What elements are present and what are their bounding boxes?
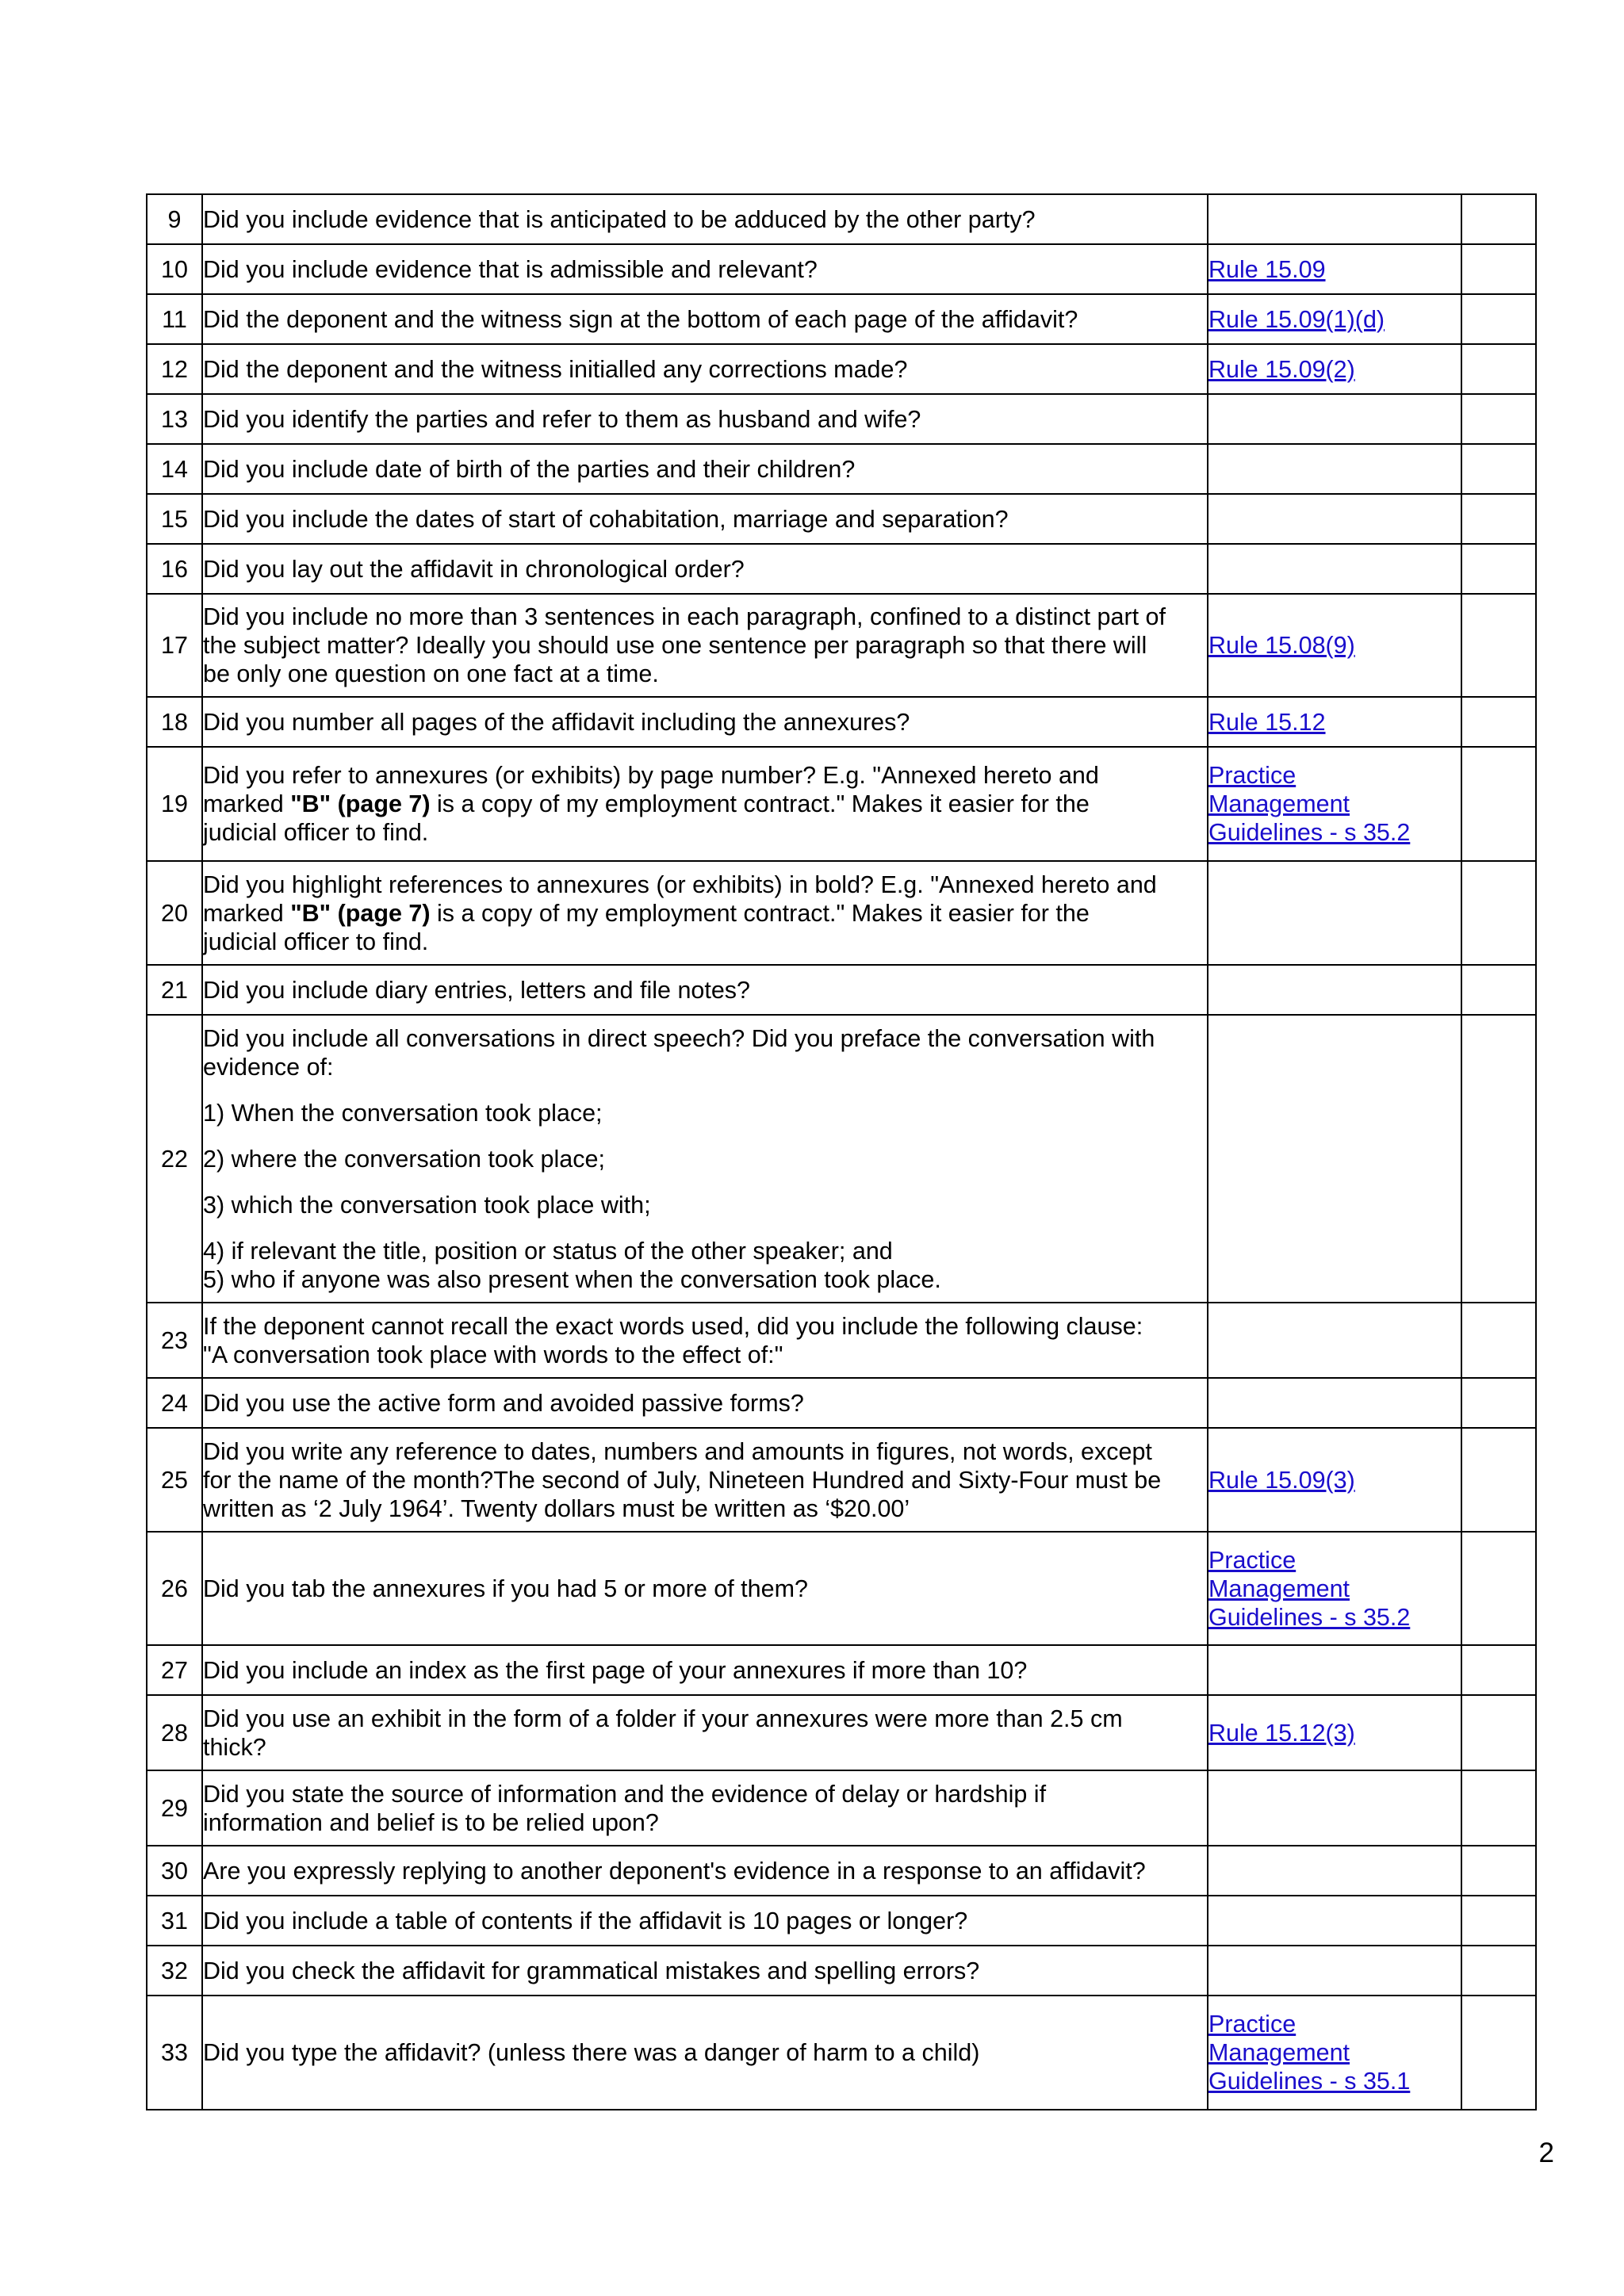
checklist-row (147, 494, 1536, 544)
rule-reference-cell (1208, 1645, 1461, 1695)
item-number: 24 (147, 1378, 202, 1428)
check-box-cell[interactable] (1461, 594, 1536, 697)
rule-link[interactable]: Rule 15.09 (1208, 255, 1326, 283)
question-line: Did you include no more than 3 sentences in each paragraph, confined to a distinct part of (203, 603, 1166, 630)
question-line: 2) where the conversation took place; (203, 1145, 605, 1173)
checklist-row (147, 594, 1536, 697)
item-number: 20 (147, 861, 202, 965)
checklist-row (147, 1896, 1536, 1946)
rule-link[interactable]: Rule 15.09(1)(d) (1208, 305, 1385, 333)
check-box-cell[interactable] (1461, 194, 1536, 244)
question-text (202, 1015, 1208, 1303)
item-number: 31 (147, 1896, 202, 1946)
question-fragment: is a copy of my employment contract." Makes it easier for the (437, 790, 1090, 817)
rule-link[interactable]: Rule 15.09(3) (1208, 1466, 1355, 1494)
question-line: judicial officer to find. (203, 819, 429, 846)
check-box-cell[interactable] (1461, 294, 1536, 344)
item-number: 13 (147, 394, 202, 444)
check-box-cell[interactable] (1461, 1996, 1536, 2110)
rule-link[interactable]: Rule 15.12 (1208, 708, 1326, 736)
question-text: Did you lay out the affidavit in chronological order? (202, 544, 1208, 594)
question-line: Did you use an exhibit in the form of a folder if your annexures were more than 2.5 cm (203, 1705, 1123, 1732)
link-line[interactable]: Guidelines - s 35.1 (1208, 2068, 1411, 2095)
question-line: 4) if relevant the title, position or status of the other speaker; and (203, 1237, 893, 1265)
question-line (203, 790, 1207, 818)
rule-reference-cell (1208, 594, 1461, 697)
check-box-cell[interactable] (1461, 1303, 1536, 1378)
checklist-row (147, 861, 1536, 965)
question-line: for the name of the month?The second of July, Nineteen Hundred and Sixty-Four must be (203, 1466, 1162, 1494)
question-line: 1) When the conversation took place; (203, 1099, 603, 1127)
rule-reference-cell (1208, 1996, 1461, 2110)
check-box-cell[interactable] (1461, 344, 1536, 394)
bold-annexure-reference: "B" (page 7) (290, 899, 431, 927)
check-box-cell[interactable] (1461, 544, 1536, 594)
check-box-cell[interactable] (1461, 394, 1536, 444)
item-number: 21 (147, 965, 202, 1015)
question-line: 3) which the conversation took place with; (203, 1191, 651, 1219)
question-line: "A conversation took place with words to the effect of:" (203, 1341, 783, 1368)
checklist-row (147, 1645, 1536, 1695)
question-text: Did you type the affidavit? (unless there was a danger of harm to a child) (202, 1996, 1208, 2110)
check-box-cell[interactable] (1461, 1015, 1536, 1303)
check-box-cell[interactable] (1461, 1695, 1536, 1770)
question-text: Did you include an index as the first page of your annexures if more than 10? (202, 1645, 1208, 1695)
question-text: Did the deponent and the witness sign at the bottom of each page of the affidavit? (202, 294, 1208, 344)
question-text: Did you use the active form and avoided passive forms? (202, 1378, 1208, 1428)
checklist-row (147, 544, 1536, 594)
question-line: information and belief is to be relied upon? (203, 1808, 659, 1836)
item-number: 12 (147, 344, 202, 394)
checklist-row (147, 394, 1536, 444)
rule-reference-cell (1208, 394, 1461, 444)
rule-link[interactable]: Rule 15.09(2) (1208, 355, 1355, 383)
question-line: Did you write any reference to dates, numbers and amounts in figures, not words, except (203, 1437, 1152, 1465)
item-number: 17 (147, 594, 202, 697)
check-box-cell[interactable] (1461, 747, 1536, 861)
check-box-cell[interactable] (1461, 1896, 1536, 1946)
item-number: 25 (147, 1428, 202, 1532)
question-line: thick? (203, 1733, 266, 1761)
item-number: 11 (147, 294, 202, 344)
check-box-cell[interactable] (1461, 1846, 1536, 1896)
checklist-row (147, 965, 1536, 1015)
rule-reference-cell (1208, 1015, 1461, 1303)
question-fragment: marked (203, 790, 284, 817)
question-text: Did you include a table of contents if the affidavit is 10 pages or longer? (202, 1896, 1208, 1946)
question-line: Did you highlight references to annexures (or exhibits) in bold? E.g. "Annexed hereto and (203, 871, 1157, 898)
check-box-cell[interactable] (1461, 1645, 1536, 1695)
rule-reference-cell (1208, 697, 1461, 747)
affidavit-checklist-table (146, 193, 1537, 2110)
question-line: Did you state the source of information and the evidence of delay or hardship if (203, 1780, 1047, 1808)
check-box-cell[interactable] (1461, 965, 1536, 1015)
checklist-row (147, 244, 1536, 294)
rule-reference-cell (1208, 1770, 1461, 1846)
check-box-cell[interactable] (1461, 244, 1536, 294)
check-box-cell[interactable] (1461, 444, 1536, 494)
rule-reference-cell (1208, 1428, 1461, 1532)
rule-reference-cell (1208, 1695, 1461, 1770)
item-number: 19 (147, 747, 202, 861)
checklist-row (147, 1015, 1536, 1303)
rule-reference-cell (1208, 344, 1461, 394)
rule-reference-cell (1208, 544, 1461, 594)
rule-reference-cell (1208, 747, 1461, 861)
question-text: Did you include diary entries, letters and file notes? (202, 965, 1208, 1015)
question-text (202, 1428, 1208, 1532)
link-line[interactable]: Management (1208, 1575, 1350, 1602)
question-line: written as ‘2 July 1964’. Twenty dollars must be written as ‘$20.00’ (203, 1494, 910, 1522)
checklist-row (147, 1996, 1536, 2110)
checklist-row (147, 194, 1536, 244)
check-box-cell[interactable] (1461, 494, 1536, 544)
rule-link[interactable]: Rule 15.08(9) (1208, 632, 1355, 659)
item-number: 28 (147, 1695, 202, 1770)
question-text: Did you check the affidavit for grammatical mistakes and spelling errors? (202, 1946, 1208, 1996)
item-number: 30 (147, 1846, 202, 1896)
checklist-row (147, 747, 1536, 861)
rule-reference-cell (1208, 294, 1461, 344)
checklist-row (147, 1428, 1536, 1532)
link-line[interactable]: Guidelines - s 35.2 (1208, 819, 1411, 846)
question-text: Are you expressly replying to another deponent's evidence in a response to an affidavit? (202, 1846, 1208, 1896)
link-line[interactable]: Guidelines - s 35.2 (1208, 1603, 1411, 1631)
link-line[interactable]: Management (1208, 2039, 1350, 2066)
checklist-row (147, 697, 1536, 747)
guidelines-link[interactable] (1208, 2011, 1410, 2095)
rule-reference-cell (1208, 244, 1461, 294)
question-text: Did the deponent and the witness initialled any corrections made? (202, 344, 1208, 394)
question-text: Did you include date of birth of the parties and their children? (202, 444, 1208, 494)
rule-reference-cell (1208, 1303, 1461, 1378)
checklist-row (147, 1532, 1536, 1645)
question-line (203, 899, 1207, 928)
item-number: 10 (147, 244, 202, 294)
question-line: the subject matter? Ideally you should use one sentence per paragraph so that there will (203, 632, 1147, 659)
link-line[interactable]: Practice (1208, 2011, 1297, 2038)
rule-reference-cell (1208, 1946, 1461, 1996)
item-number: 26 (147, 1532, 202, 1645)
guidelines-link[interactable] (1208, 1547, 1410, 1631)
question-text (202, 747, 1208, 861)
item-number: 23 (147, 1303, 202, 1378)
bold-annexure-reference: "B" (page 7) (290, 790, 431, 817)
question-line: 5) who if anyone was also present when the conversation took place. (203, 1265, 941, 1293)
link-line[interactable]: Practice (1208, 1546, 1297, 1574)
check-box-cell[interactable] (1461, 1532, 1536, 1645)
item-number: 18 (147, 697, 202, 747)
question-line: be only one question on one fact at a time. (203, 660, 659, 687)
check-box-cell[interactable] (1461, 1378, 1536, 1428)
checklist-row (147, 1770, 1536, 1846)
rule-reference-cell (1208, 965, 1461, 1015)
item-number: 9 (147, 194, 202, 244)
checklist-row (147, 1378, 1536, 1428)
item-number: 14 (147, 444, 202, 494)
question-text: Did you identify the parties and refer to them as husband and wife? (202, 394, 1208, 444)
link-line[interactable]: Practice (1208, 762, 1297, 789)
rule-reference-cell (1208, 194, 1461, 244)
question-fragment: marked (203, 899, 284, 927)
question-fragment: is a copy of my employment contract." Makes it easier for the (437, 899, 1090, 927)
check-box-cell[interactable] (1461, 861, 1536, 965)
rule-reference-cell (1208, 444, 1461, 494)
checklist-row (147, 344, 1536, 394)
rule-reference-cell (1208, 1532, 1461, 1645)
checklist-row (147, 1846, 1536, 1896)
item-number: 32 (147, 1946, 202, 1996)
question-line: Did you refer to annexures (or exhibits) by page number? E.g. "Annexed hereto and (203, 762, 1099, 789)
rule-reference-cell (1208, 1378, 1461, 1428)
item-number: 29 (147, 1770, 202, 1846)
question-text (202, 1695, 1208, 1770)
check-box-cell[interactable] (1461, 697, 1536, 747)
question-text: Did you number all pages of the affidavit including the annexures? (202, 697, 1208, 747)
item-number: 15 (147, 494, 202, 544)
check-box-cell[interactable] (1461, 1428, 1536, 1532)
rule-link[interactable]: Rule 15.12(3) (1208, 1719, 1355, 1747)
rule-reference-cell (1208, 861, 1461, 965)
question-text (202, 1303, 1208, 1378)
question-text (202, 1770, 1208, 1846)
question-line: evidence of: (203, 1053, 334, 1081)
question-text: Did you include evidence that is anticipated to be adduced by the other party? (202, 194, 1208, 244)
question-text: Did you include the dates of start of cohabitation, marriage and separation? (202, 494, 1208, 544)
question-text: Did you include evidence that is admissible and relevant? (202, 244, 1208, 294)
check-box-cell[interactable] (1461, 1946, 1536, 1996)
checklist-row (147, 1946, 1536, 1996)
checklist-row (147, 294, 1536, 344)
checklist-row (147, 444, 1536, 494)
item-number: 33 (147, 1996, 202, 2110)
question-text (202, 594, 1208, 697)
item-number: 22 (147, 1015, 202, 1303)
guidelines-link[interactable] (1208, 762, 1410, 846)
link-line[interactable]: Management (1208, 790, 1350, 817)
rule-reference-cell (1208, 1896, 1461, 1946)
question-line: Did you include all conversations in direct speech? Did you preface the conversation with (203, 1024, 1155, 1052)
item-number: 27 (147, 1645, 202, 1695)
checklist-row (147, 1303, 1536, 1378)
rule-reference-cell (1208, 1846, 1461, 1896)
question-line: judicial officer to find. (203, 928, 429, 955)
checklist-row (147, 1695, 1536, 1770)
question-line: If the deponent cannot recall the exact words used, did you include the following clause: (203, 1312, 1143, 1340)
page-number: 2 (1538, 2137, 1554, 2168)
rule-reference-cell (1208, 494, 1461, 544)
item-number: 16 (147, 544, 202, 594)
question-text (202, 861, 1208, 965)
check-box-cell[interactable] (1461, 1770, 1536, 1846)
question-text: Did you tab the annexures if you had 5 or more of them? (202, 1532, 1208, 1645)
